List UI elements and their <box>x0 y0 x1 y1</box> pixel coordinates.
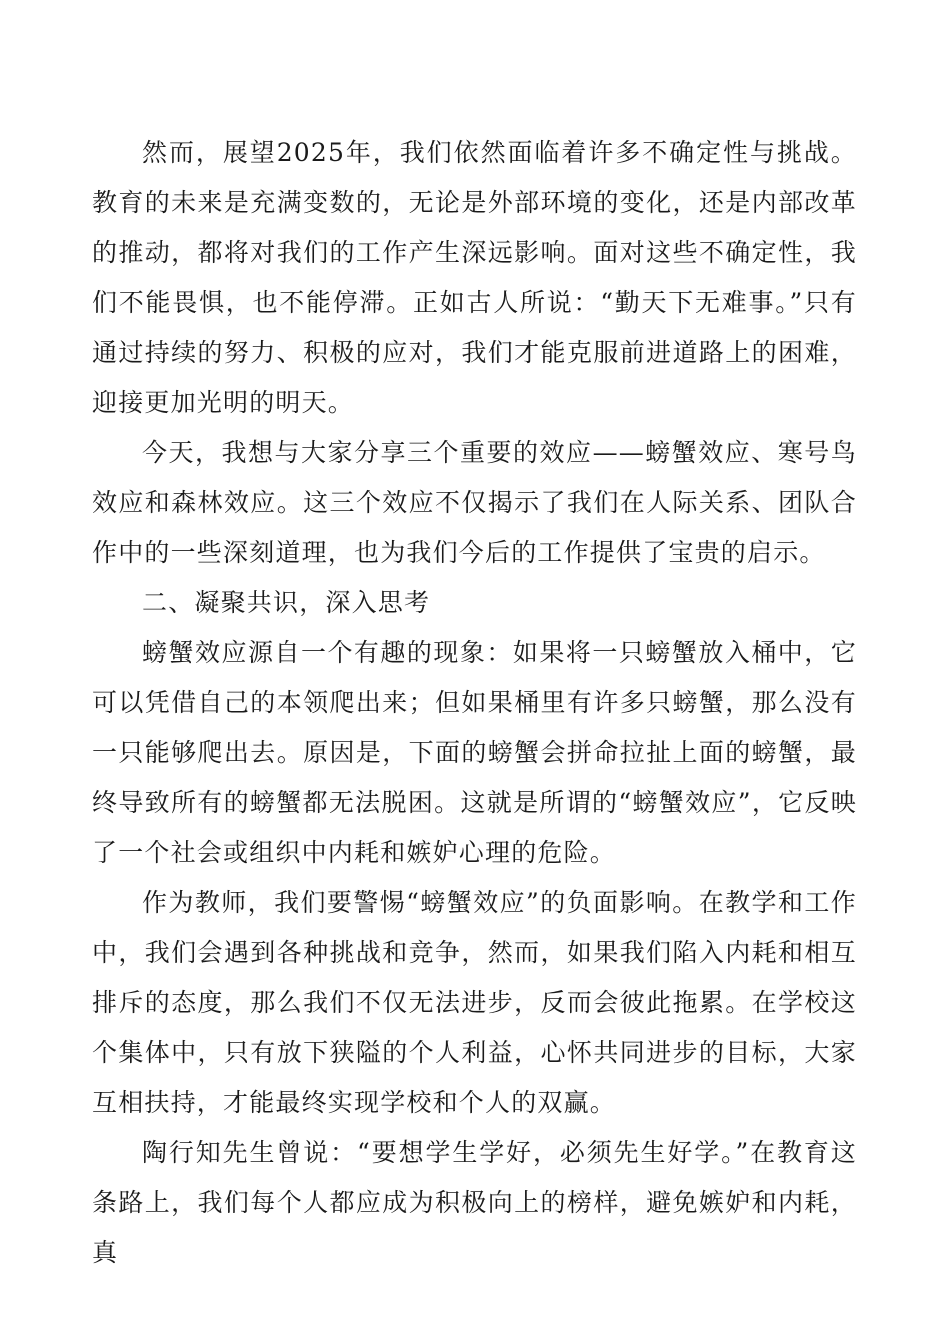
paragraph-crab-effect-teachers: 作为教师，我们要警惕“螃蟹效应”的负面影响。在教学和工作中，我们会遇到各种挑战和竞争，然而，如果我们陷入内耗和相互排斥的态度，那么我们不仅无法进步，反而会彼此拖累。在学校这个集体中，只有放下狭隘的个人利益，心怀共同进步的目标，大家互相扶持，才能最终实现学校和个人的双赢。 <box>92 888 857 1117</box>
paragraph-three-effects-intro: 今天，我想与大家分享三个重要的效应——螃蟹效应、寒号鸟效应和森林效应。这三个效应不仅揭示了我们在人际关系、团队合作中的一些深刻道理，也为我们今后的工作提供了宝贵的启示。 <box>92 438 857 567</box>
document-page <box>92 128 857 1278</box>
paragraph-tao-xingzhi-quote: 陶行知先生曾说：“要想学生学好，必须先生好学。”在教育这条路上，我们每个人都应成为积极向上的榜样，避免嫉妒和内耗，真 <box>92 1138 857 1267</box>
paragraph-crab-effect-origin: 螃蟹效应源自一个有趣的现象：如果将一只螃蟹放入桶中，它可以凭借自己的本领爬出来；但如果桶里有许多只螃蟹，那么没有一只能够爬出去。原因是，下面的螃蟹会拼命拉扯上面的螃蟹，最终导致所有的螃蟹都无法脱困。这就是所谓的“螃蟹效应”，它反映了一个社会或组织中内耗和嫉妒心理的危险。 <box>92 638 857 867</box>
paragraph-outlook-2025: 然而，展望2025年，我们依然面临着许多不确定性与挑战。教育的未来是充满变数的，无论是外部环境的变化，还是内部改革的推动，都将对我们的工作产生深远影响。面对这些不确定性，我们不能畏惧，也不能停滞。正如古人所说：“勤天下无难事。”只有通过持续的努力、积极的应对，我们才能克服前进道路上的困难，迎接更加光明的明天。 <box>92 138 857 417</box>
section-heading-consensus: 二、凝聚共识，深入思考 <box>142 588 431 617</box>
